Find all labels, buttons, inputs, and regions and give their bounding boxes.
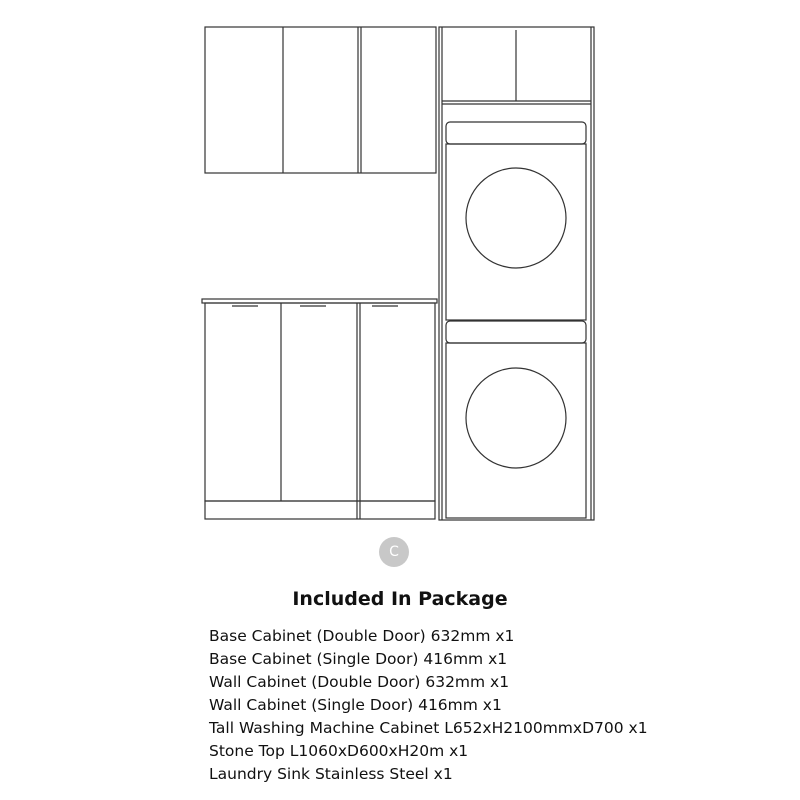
variant-badge: C bbox=[379, 537, 409, 567]
package-item: Wall Cabinet (Single Door) 416mm x1 bbox=[209, 696, 502, 714]
base-cabinets bbox=[202, 299, 437, 519]
wall-cabinet-frame bbox=[205, 27, 436, 173]
dryer-control-panel bbox=[446, 122, 586, 144]
package-item: Stone Top L1060xD600xH20m x1 bbox=[209, 742, 469, 760]
washer bbox=[446, 321, 586, 518]
dryer-door-icon bbox=[466, 168, 566, 268]
package-item: Base Cabinet (Double Door) 632mm x1 bbox=[209, 627, 515, 645]
stone-top bbox=[202, 299, 437, 303]
dryer bbox=[446, 122, 586, 320]
package-item: Wall Cabinet (Double Door) 632mm x1 bbox=[209, 673, 510, 691]
washer-control-panel bbox=[446, 321, 586, 343]
base-cabinet-frame bbox=[205, 303, 435, 501]
washer-door-icon bbox=[466, 368, 566, 468]
package-title: Included In Package bbox=[292, 588, 508, 610]
package-item: Laundry Sink Stainless Steel x1 bbox=[209, 765, 453, 783]
package-item-list bbox=[209, 625, 648, 786]
tall-cabinet bbox=[439, 27, 594, 520]
dryer-body bbox=[446, 144, 586, 320]
kickboard bbox=[205, 501, 435, 519]
package-item: Tall Washing Machine Cabinet L652xH2100mmxD700 x1 bbox=[209, 719, 648, 737]
wall-cabinets bbox=[205, 27, 436, 173]
package-item: Base Cabinet (Single Door) 416mm x1 bbox=[209, 650, 508, 668]
